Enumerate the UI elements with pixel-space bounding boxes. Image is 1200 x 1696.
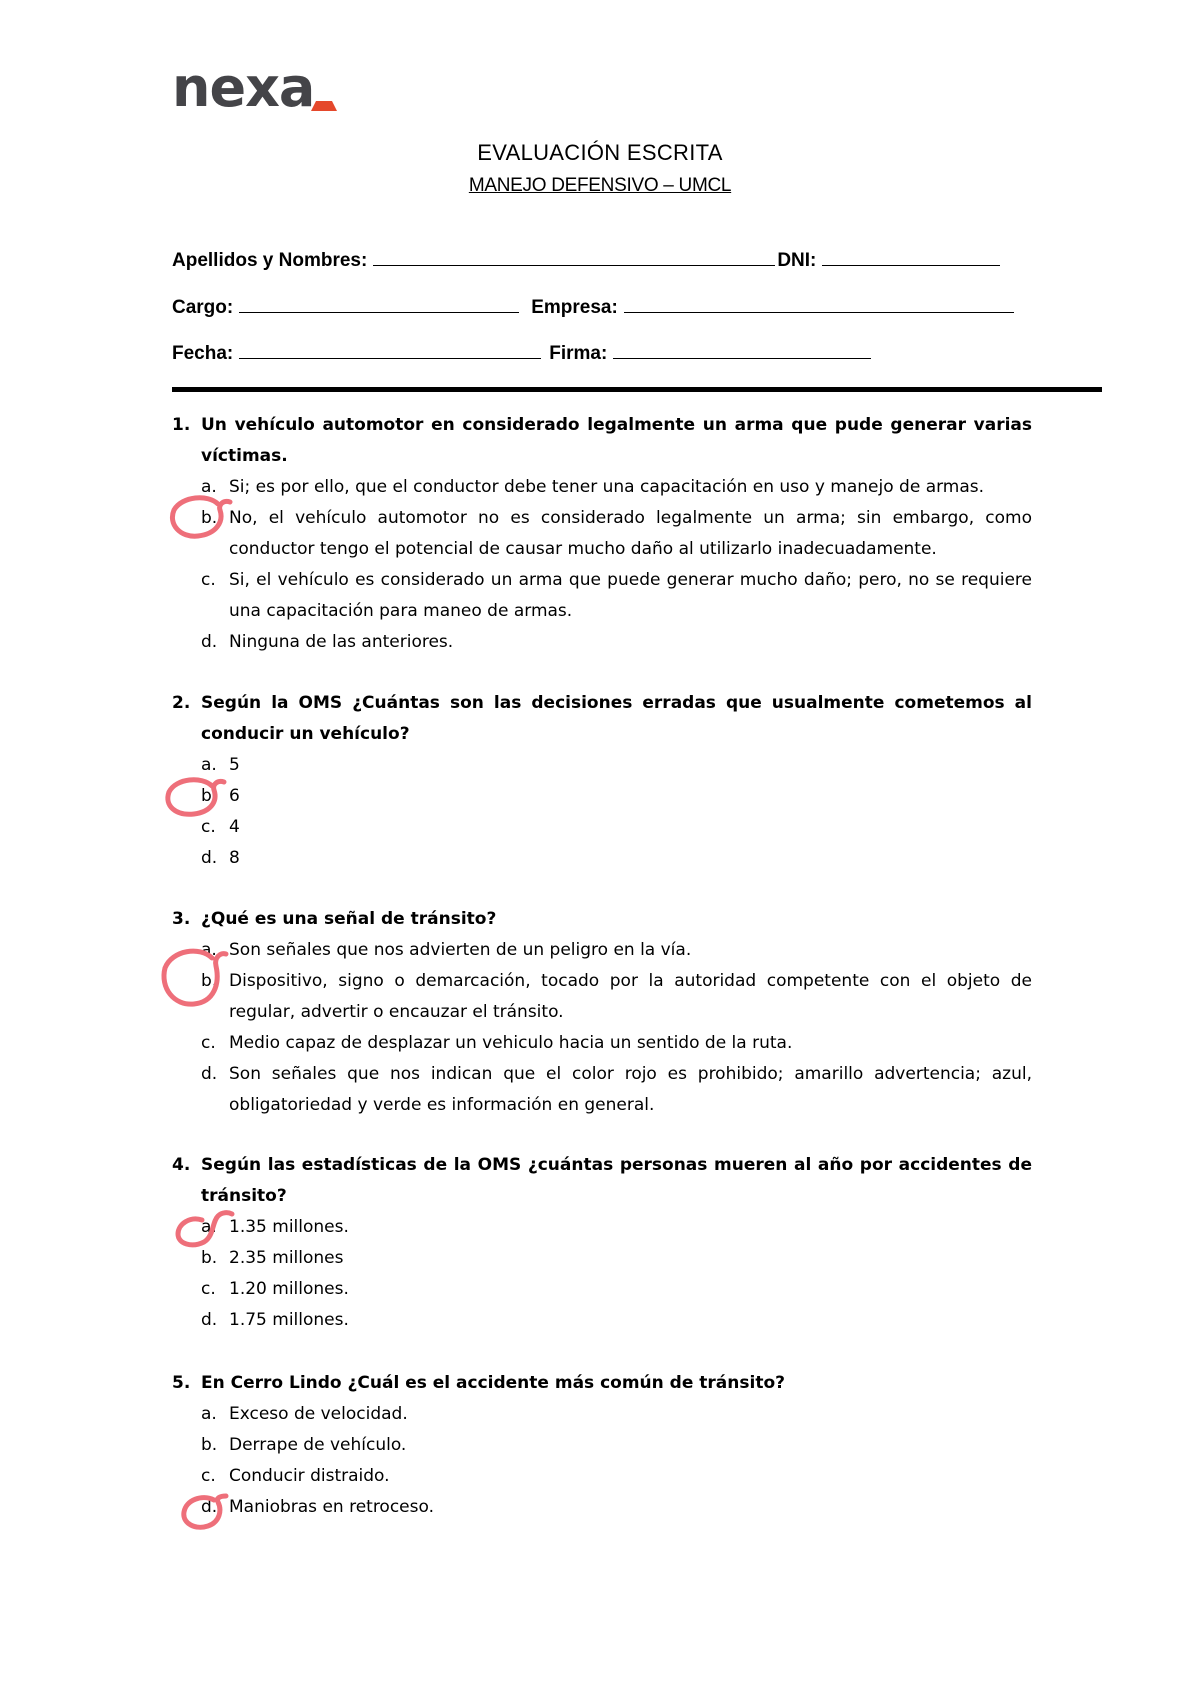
option-a[interactable]	[172, 472, 1032, 503]
company-logo	[172, 62, 352, 114]
option-text: No, el vehículo automotor no es considerado legalmente un arma; sin embargo, como conductor tengo el potencial de causar mucho daño al utilizarlo inadecuadamente.	[229, 508, 1032, 559]
form-row-cargo	[172, 296, 1014, 319]
nexa-logo-graphic	[172, 62, 352, 114]
option-d[interactable]	[172, 1305, 1032, 1336]
circle-stroke	[164, 951, 226, 1004]
circle-stroke	[172, 498, 230, 536]
question-number: 2.	[172, 693, 191, 713]
question-3	[172, 904, 1032, 1121]
answer-circle-q4	[172, 1208, 242, 1252]
fecha-field[interactable]	[239, 342, 541, 359]
option-letter: a.	[201, 1404, 217, 1424]
option-text: 6	[229, 786, 240, 806]
answer-circle-q3	[160, 944, 234, 1012]
option-text: 2.35 millones	[229, 1248, 344, 1268]
option-c[interactable]	[172, 812, 1032, 843]
option-letter: d.	[201, 848, 218, 868]
dni-field[interactable]	[822, 249, 1000, 266]
option-letter: a.	[201, 1217, 217, 1237]
fecha-label: Fecha:	[172, 343, 234, 364]
option-letter: c.	[201, 1279, 216, 1299]
circle-stroke	[168, 780, 224, 815]
option-letter: a.	[201, 940, 217, 960]
question-text: Según la OMS ¿Cuántas son las decisiones erradas que usualmente cometemos al conducir un vehículo?	[201, 693, 1032, 744]
question-text: Un vehículo automotor en considerado legalmente un arma que pude generar varias víctimas.	[201, 415, 1032, 466]
option-b[interactable]	[172, 503, 1032, 565]
empresa-field[interactable]	[624, 296, 1014, 313]
question-5	[172, 1368, 1032, 1523]
option-d[interactable]	[172, 1492, 1032, 1523]
option-letter: d.	[201, 632, 218, 652]
firma-label: Firma:	[549, 343, 608, 364]
firma-field[interactable]	[613, 342, 871, 359]
option-text: Si; es por ello, que el conductor debe tener una capacitación en uso y manejo de armas.	[229, 477, 985, 497]
logo-text: nexa	[172, 62, 315, 114]
empresa-label: Empresa:	[531, 297, 618, 318]
question-number: 3.	[172, 909, 191, 929]
names-label: Apellidos y Nombres:	[172, 250, 368, 271]
question-number: 4.	[172, 1155, 191, 1175]
question-number: 5.	[172, 1373, 191, 1393]
option-letter: b.	[201, 971, 218, 991]
option-letter: a.	[201, 477, 217, 497]
option-text: 5	[229, 755, 240, 775]
option-text: Dispositivo, signo o demarcación, tocado por la autoridad competente con el objeto de regular, advertir o encauzar el tránsito.	[229, 971, 1032, 1022]
circle-stroke	[178, 1213, 232, 1245]
page-title: EVALUACIÓN ESCRITA	[477, 140, 723, 165]
option-text: Si, el vehículo es considerado un arma que puede generar mucho daño; pero, no se requiere una capacitación para maneo de armas.	[229, 570, 1032, 621]
cargo-label: Cargo:	[172, 297, 234, 318]
option-a[interactable]	[172, 750, 1032, 781]
answer-circle-q1	[168, 492, 238, 544]
option-letter: d.	[201, 1310, 218, 1330]
answer-circle-q2	[164, 774, 234, 822]
option-a[interactable]	[172, 1399, 1032, 1430]
option-text: Ninguna de las anteriores.	[229, 632, 454, 652]
option-letter: c.	[201, 1033, 216, 1053]
cargo-field[interactable]	[239, 296, 519, 313]
logo-accent-shape	[311, 101, 337, 111]
header-divider	[172, 387, 1102, 392]
question-4	[172, 1150, 1032, 1336]
form-row-names	[172, 249, 1000, 272]
option-text: Conducir distraido.	[229, 1466, 390, 1486]
option-text: 1.20 millones.	[229, 1279, 349, 1299]
option-letter: c.	[201, 817, 216, 837]
option-letter: c.	[201, 1466, 216, 1486]
option-text: 1.35 millones.	[229, 1217, 349, 1237]
option-text: Derrape de vehículo.	[229, 1435, 407, 1455]
option-c[interactable]	[172, 1274, 1032, 1305]
question-text: Según las estadísticas de la OMS ¿cuántas personas mueren al año por accidentes de tránsito?	[201, 1155, 1032, 1206]
option-c[interactable]	[172, 1461, 1032, 1492]
option-d[interactable]	[172, 1059, 1032, 1121]
option-b[interactable]	[172, 1430, 1032, 1461]
option-letter: b.	[201, 1248, 218, 1268]
answer-circle-q5	[178, 1490, 238, 1534]
question-1	[172, 410, 1032, 658]
option-text: 8	[229, 848, 240, 868]
option-text: Son señales que nos indican que el color rojo es prohibido; amarillo advertencia; azul, obligatoriedad y verde es información en general.	[229, 1064, 1032, 1115]
question-text: En Cerro Lindo ¿Cuál es el accidente más común de tránsito?	[201, 1373, 785, 1393]
option-a[interactable]	[172, 935, 1032, 966]
option-letter: b.	[201, 786, 218, 806]
option-c[interactable]	[172, 1028, 1032, 1059]
names-field[interactable]	[373, 249, 775, 266]
option-a[interactable]	[172, 1212, 1032, 1243]
option-letter: d.	[201, 1064, 218, 1084]
circle-stroke	[184, 1496, 226, 1527]
question-2	[172, 688, 1032, 874]
option-letter: a.	[201, 755, 217, 775]
option-text: Maniobras en retroceso.	[229, 1497, 435, 1517]
option-letter: d.	[201, 1497, 218, 1517]
question-text: ¿Qué es una señal de tránsito?	[201, 909, 497, 929]
option-text: 1.75 millones.	[229, 1310, 349, 1330]
option-text: 4	[229, 817, 240, 837]
option-text: Exceso de velocidad.	[229, 1404, 408, 1424]
option-letter: c.	[201, 570, 216, 590]
option-d[interactable]	[172, 627, 1032, 658]
option-b[interactable]	[172, 1243, 1032, 1274]
option-letter: b.	[201, 1435, 218, 1455]
page-subtitle: MANEJO DEFENSIVO – UMCL	[468, 175, 732, 196]
option-b[interactable]	[172, 781, 1032, 812]
option-letter: b.	[201, 508, 218, 528]
option-d[interactable]	[172, 843, 1032, 874]
option-c[interactable]	[172, 565, 1032, 627]
option-b[interactable]	[172, 966, 1032, 1028]
option-text: Medio capaz de desplazar un vehiculo hacia un sentido de la ruta.	[229, 1033, 793, 1053]
dni-label: DNI:	[777, 250, 817, 271]
option-text: Son señales que nos advierten de un peligro en la vía.	[229, 940, 692, 960]
form-row-fecha	[172, 342, 871, 365]
question-number: 1.	[172, 415, 191, 435]
